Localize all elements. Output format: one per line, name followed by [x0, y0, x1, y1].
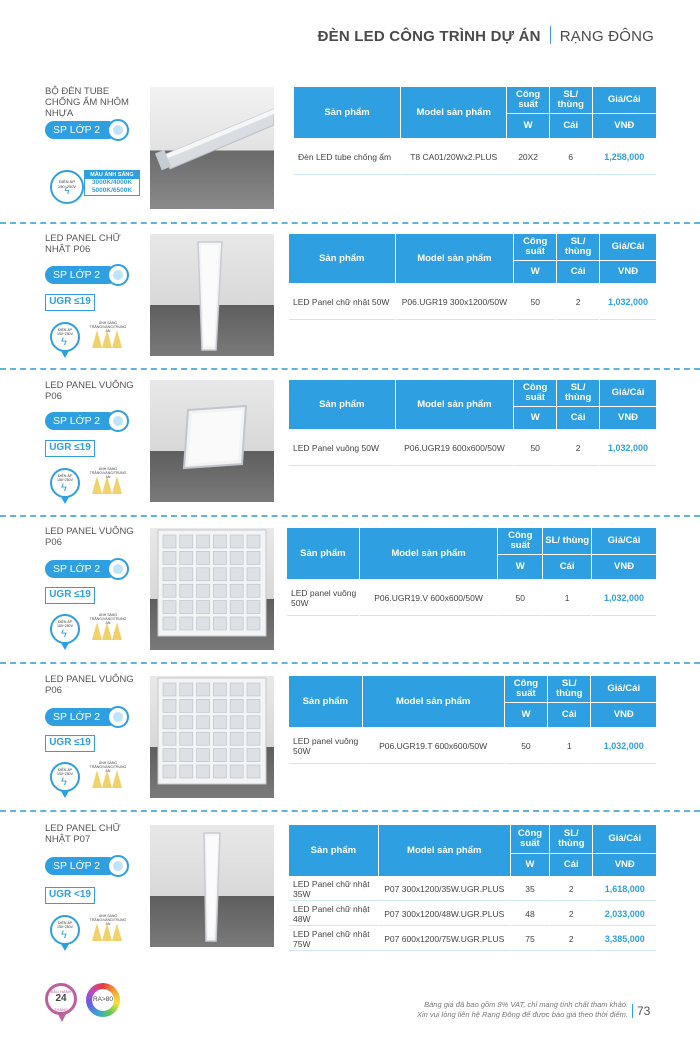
voltage-icon: ĐIỆN ÁP 150÷250V ϟ — [50, 614, 80, 644]
page-header — [318, 26, 654, 45]
section-divider — [0, 222, 700, 224]
voltage-icon: ĐIỆN ÁP 150÷250V ϟ — [50, 322, 80, 352]
sp-lop2-badge: SP LỚP 2 — [45, 706, 131, 728]
warranty-badge: BẢO HÀNH 24 THÁNG — [45, 983, 77, 1015]
section-divider — [0, 662, 700, 664]
voltage-pin — [61, 351, 69, 358]
light-color-icon: ÁNH SÁNG TRẮNG/VÀNG/TRUNG ÁN — [88, 761, 128, 791]
voltage-pin — [61, 944, 69, 951]
ring-icon — [107, 264, 129, 286]
sp-lop2-badge: SP LỚP 2 — [45, 119, 131, 141]
spec-table: Sản phẩm Model sản phẩm Công suất SL/ thùng Giá/Cái W Cái VNĐ LED panel vuông 50W P06.UGR19.T 600x600/50W 50 1 1,032,000 — [288, 675, 657, 765]
table-row: LED panel vuông 50W P06.UGR19.V 600x600/50W 50 1 1,032,000 — [287, 580, 656, 616]
product-photo — [150, 676, 274, 798]
footer-note: Bảng giá đã bao gồm 8% VAT, chỉ mang tính chất tham khảo. Xin vui lòng liên hệ Rạng Đông để được báo giá theo thời điểm. — [416, 1000, 628, 1019]
table-row: LED Panel vuông 50W P06.UGR19 600x600/50W 50 2 1,032,000 — [289, 430, 656, 466]
section-divider — [0, 515, 700, 517]
header-separator — [550, 26, 551, 44]
ring-icon — [107, 119, 129, 141]
product-title: LED PANEL VUÔNG P06 — [45, 380, 134, 402]
ugr-badge: UGR ≤19 — [45, 294, 95, 311]
product-photo — [150, 234, 274, 356]
header-brand: RẠNG ĐÔNG — [559, 28, 654, 45]
ugr-badge: UGR ≤19 — [45, 735, 95, 752]
square-panel-image — [150, 380, 274, 502]
section-divider — [0, 810, 700, 812]
louver-panel-image — [150, 676, 274, 798]
light-color-icon: ÁNH SÁNG TRẮNG/VÀNG/TRUNG ÁN — [88, 613, 128, 643]
light-color-icon: ÁNH SÁNG TRẮNG/VÀNG/TRUNG ÁN — [88, 321, 128, 351]
page-number: 73 — [632, 1004, 650, 1018]
ring-icon — [107, 855, 129, 877]
sp-lop2-badge: SP LỚP 2 — [45, 264, 131, 286]
table-row: LED Panel chữ nhật 48W P07 300x1200/48W.UGR.PLUS 48 2 2,033,000 — [289, 902, 656, 926]
table-row: LED Panel chữ nhật 35W P07 300x1200/35W.UGR.PLUS 35 2 1,618,000 — [289, 877, 656, 901]
spec-table: Sản phẩm Model sản phẩm Công suất SL/ thùng Giá/Cái W Cái VNĐ LED panel vuông 50W P06.UGR19.V 600x600/50W 50 1 1,032,000 — [286, 527, 657, 617]
product-photo — [150, 528, 274, 650]
spec-table: Sản phẩm Model sản phẩm Công suất SL/ thùng Giá/Cái W Cái VNĐ Đèn LED tube chống ẩm T8 CA01/20Wx2.PLUS 20X2 6 1,258,000 — [293, 86, 657, 176]
product-title: BỘ ĐÈN TUBE CHỐNG ẨM NHÔM NHỰA — [45, 86, 129, 119]
voltage-icon: ĐIỆN ÁP 150÷250V ϟ — [50, 468, 80, 498]
sp-lop2-badge: SP LỚP 2 — [45, 855, 131, 877]
table-row: LED Panel chữ nhật 75W P07 600x1200/75W.UGR.PLUS 75 2 3,385,000 — [289, 927, 656, 951]
table-row: Đèn LED tube chống ẩm T8 CA01/20Wx2.PLUS 20X2 6 1,258,000 — [294, 139, 656, 175]
spec-table: Sản phẩm Model sản phẩm Công suất SL/ thùng Giá/Cái W Cái VNĐ LED Panel chữ nhật 50W P06.UGR19 300x1200/50W 50 2 1,032,000 — [288, 233, 657, 321]
spec-table: Sản phẩm Model sản phẩm Công suất SL/ thùng Giá/Cái W Cái VNĐ LED Panel chữ nhật 35W P07 300x1200/35W.UGR.PLUS 35 2 1,618,000 LED Panel chữ nhật 48W P07 300x1200/48W.UGR.PLUS 48 2 2,033,000 LED Panel chữ nhật 75W P07 600x1200/75W.UGR.PLUS 75 2 3,385,000 — [288, 824, 657, 952]
light-color-icon: ÁNH SÁNG TRẮNG/VÀNG/TRUNG ÁN — [88, 914, 128, 944]
voltage-pin — [61, 643, 69, 650]
product-photo — [150, 380, 274, 502]
louver-panel-image — [150, 528, 274, 650]
ugr-badge: UGR ≤19 — [45, 587, 95, 604]
ugr-badge: UGR <19 — [45, 887, 95, 904]
voltage-icon: ĐIỆN ÁP 150÷250V ϟ — [50, 762, 80, 792]
light-color-icon: ÁNH SÁNG TRẮNG/VÀNG/TRUNG ÁN — [88, 467, 128, 497]
product-title: LED PANEL VUÔNG P06 — [45, 526, 134, 548]
product-title: LED PANEL CHỮ NHẬT P07 — [45, 823, 121, 845]
voltage-pin — [61, 791, 69, 798]
rect-panel-image — [150, 825, 274, 947]
product-photo — [150, 825, 274, 947]
ring-icon — [107, 410, 129, 432]
table-row: LED panel vuông 50W P06.UGR19.T 600x600/50W 50 1 1,032,000 — [289, 728, 656, 764]
voltage-icon: ĐIỆN ÁP 150÷250V ϟ — [50, 170, 84, 204]
warranty-pin — [58, 1014, 66, 1022]
color-rendering-badge: RA>80 — [86, 983, 120, 1017]
spec-table: Sản phẩm Model sản phẩm Công suất SL/ thùng Giá/Cái W Cái VNĐ LED Panel vuông 50W P06.UGR19 600x600/50W 50 2 1,032,000 — [288, 379, 657, 467]
section-divider — [0, 368, 700, 370]
sp-lop2-badge: SP LỚP 2 — [45, 558, 131, 580]
table-row: LED Panel chữ nhật 50W P06.UGR19 300x1200/50W 50 2 1,032,000 — [289, 284, 656, 320]
voltage-icon: ĐIỆN ÁP 150÷250V ϟ — [50, 915, 80, 945]
ring-icon — [107, 558, 129, 580]
color-temp-badge: ĐIỆN ÁP 150÷250V ϟ MÀU ÁNH SÁNG 3000K/4000K 5000K/6500K — [50, 170, 140, 208]
ring-icon — [107, 706, 129, 728]
ugr-badge: UGR ≤19 — [45, 440, 95, 457]
tube-light-image — [150, 87, 274, 209]
voltage-pin — [61, 497, 69, 504]
rect-panel-image — [150, 234, 274, 356]
sp-lop2-badge: SP LỚP 2 — [45, 410, 131, 432]
header-category: ĐÈN LED CÔNG TRÌNH DỰ ÁN — [317, 28, 541, 45]
product-title: LED PANEL VUÔNG P06 — [45, 674, 134, 696]
product-photo — [150, 87, 274, 209]
product-title: LED PANEL CHỮ NHẬT P06 — [45, 233, 121, 255]
